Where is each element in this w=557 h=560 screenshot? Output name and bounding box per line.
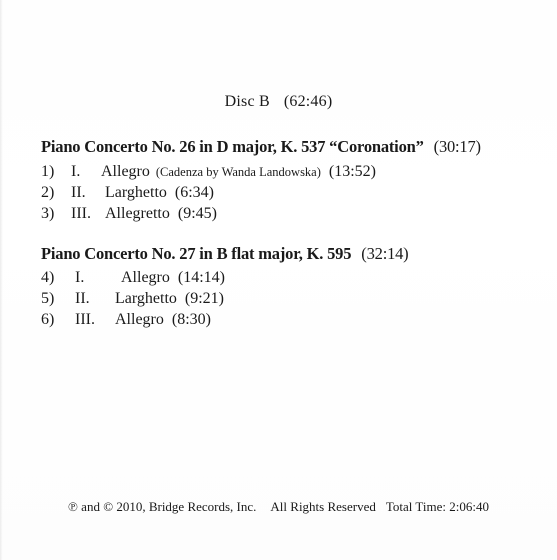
track-duration: (8:30) bbox=[171, 311, 211, 328]
track-row bbox=[41, 289, 224, 309]
movement-number: II. bbox=[75, 290, 90, 307]
track-duration: (6:34) bbox=[174, 184, 215, 201]
track-duration: (14:14) bbox=[177, 269, 225, 286]
movement-number: III. bbox=[75, 311, 95, 328]
concerto-heading bbox=[41, 137, 481, 157]
total-time: Total Time: 2:06:40 bbox=[385, 499, 489, 514]
track-number: 2) bbox=[41, 184, 55, 201]
movement-name: Allegro bbox=[115, 311, 164, 328]
copyright-notice: ℗ and © 2010, Bridge Records, Inc. bbox=[68, 499, 257, 514]
track-row bbox=[41, 162, 376, 182]
movement-number: III. bbox=[71, 205, 91, 222]
track-row bbox=[41, 183, 214, 203]
movement-name: Allegretto bbox=[105, 205, 170, 222]
movement-name: Allegro bbox=[121, 269, 170, 286]
track-duration: (9:45) bbox=[177, 205, 217, 222]
rights-notice: All Rights Reserved bbox=[270, 499, 376, 514]
track-duration: (9:21) bbox=[184, 290, 225, 307]
page-edge-shadow bbox=[0, 0, 3, 560]
disc-header bbox=[0, 93, 557, 111]
movement-name: Allegro bbox=[101, 163, 150, 180]
footer bbox=[0, 499, 557, 515]
movement-number: I. bbox=[71, 163, 81, 180]
track-number: 5) bbox=[41, 290, 55, 307]
concerto-duration: (32:14) bbox=[361, 244, 409, 263]
track-duration: (13:52) bbox=[328, 163, 377, 180]
track-number: 3) bbox=[41, 205, 55, 222]
concerto-heading bbox=[41, 244, 408, 264]
track-number: 4) bbox=[41, 269, 55, 286]
track-number: 6) bbox=[41, 311, 55, 328]
disc-title: Disc B bbox=[224, 93, 270, 110]
disc-time: (62:46) bbox=[283, 93, 333, 110]
concerto-duration: (30:17) bbox=[433, 137, 481, 156]
movement-note: (Cadenza by Wanda Landowska) bbox=[155, 165, 321, 179]
movement-name: Larghetto bbox=[115, 290, 177, 307]
track-row bbox=[41, 204, 217, 224]
movement-number: I. bbox=[75, 269, 85, 286]
track-row bbox=[41, 310, 211, 330]
track-number: 1) bbox=[41, 163, 55, 180]
concerto-title: Piano Concerto No. 27 in B flat major, K. 595 bbox=[41, 244, 352, 263]
movement-number: II. bbox=[71, 184, 86, 201]
track-row bbox=[41, 268, 225, 288]
movement-name: Larghetto bbox=[105, 184, 167, 201]
concerto-title: Piano Concerto No. 26 in D major, K. 537 “Coronation” bbox=[41, 137, 424, 156]
